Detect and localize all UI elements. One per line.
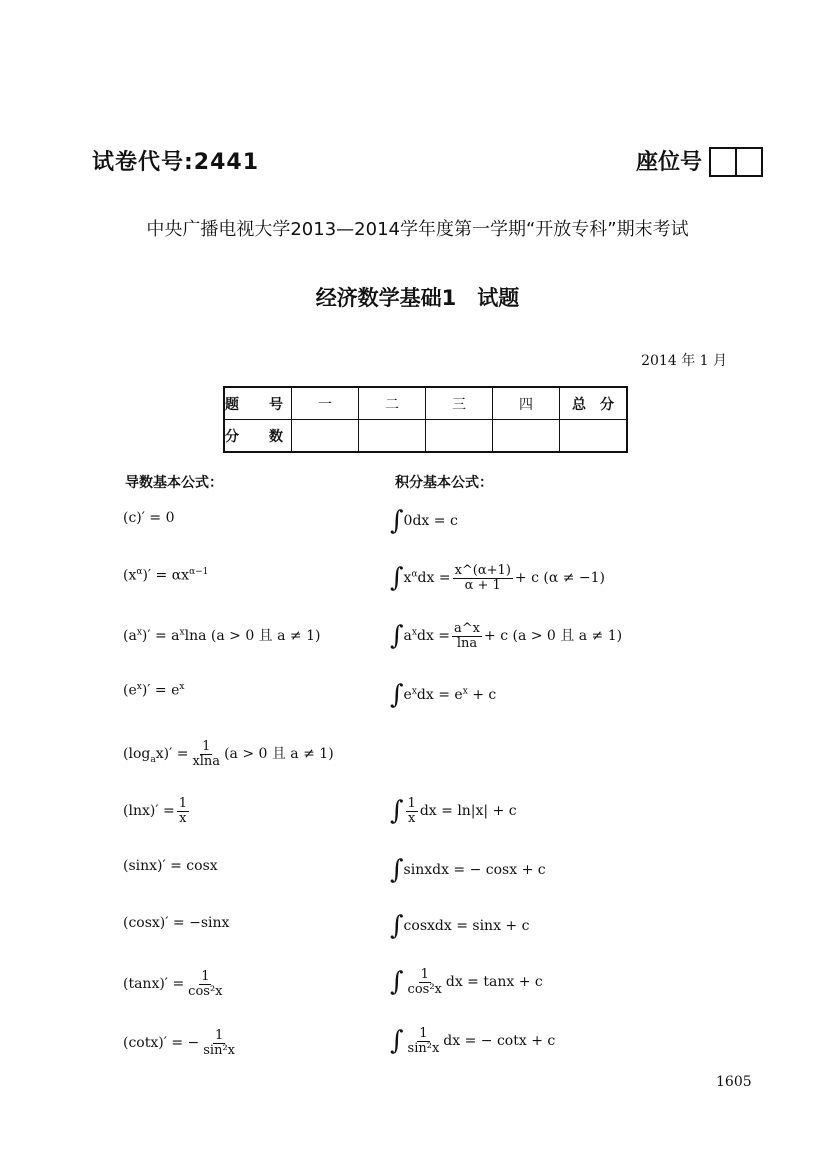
fraction-denominator: xlna	[192, 753, 221, 769]
integral-sign: ∫	[390, 911, 404, 941]
formula-text: (log	[123, 746, 151, 763]
score-cell[interactable]	[359, 420, 426, 453]
formula-sup: x	[136, 627, 142, 638]
formula-text: (cotx)′ = −	[123, 1035, 200, 1052]
formula-sup: α−1	[189, 567, 209, 577]
derivative-section-title: 导数基本公式：	[125, 475, 223, 491]
fraction-numerator: 1	[420, 967, 429, 982]
table-cell: 一	[292, 387, 359, 420]
formula-sup: α	[411, 569, 418, 580]
integral-sign: ∫	[390, 796, 404, 827]
formula-text: dx =	[416, 628, 451, 645]
fraction-denominator: lna	[456, 635, 478, 651]
formula-sup: x	[136, 682, 142, 692]
integral-sign: ∫	[390, 855, 404, 885]
fraction-denominator: sin²x	[407, 1040, 440, 1056]
fraction	[406, 797, 418, 825]
formula-text: (x	[123, 567, 137, 584]
formula-text: dx = tanx + c	[445, 974, 543, 991]
fraction-denominator: x	[408, 810, 416, 826]
formula-text: dx = e	[416, 687, 463, 703]
formula-text: cosxdx = sinx + c	[403, 918, 530, 934]
table-cell: 分 数	[224, 420, 292, 453]
derivative-formula	[123, 970, 227, 998]
formula-text: + c	[467, 687, 497, 703]
score-cell[interactable]	[426, 420, 493, 453]
integral-formula	[390, 564, 605, 592]
formula-text: (a	[123, 628, 137, 644]
table-row	[224, 420, 627, 453]
exam-code-label: 试卷代号:2441	[92, 150, 260, 175]
exam-subtitle: 中央广播电视大学2013—2014学年度第一学期“开放专科”期末考试	[146, 219, 689, 240]
integral-section-title: 积分基本公式：	[395, 475, 493, 491]
integral-formula	[390, 622, 622, 650]
formula-text: 0dx = c	[403, 513, 458, 529]
derivative-formula: (cosx)′ = −sinx	[123, 915, 230, 931]
page-number: 1605	[716, 1074, 752, 1090]
table-row	[224, 387, 627, 420]
table-cell: 二	[359, 387, 426, 420]
formula-text: sinxdx = − cosx + c	[403, 862, 546, 878]
formula-text: + c (α ≠ −1)	[514, 570, 606, 587]
score-cell[interactable]	[493, 420, 560, 453]
seat-box[interactable]	[735, 147, 763, 177]
fraction-numerator: 1	[419, 1026, 428, 1041]
formula-sup: x	[179, 627, 185, 638]
formula-text: dx = ln|x| + c	[419, 803, 517, 820]
fraction	[177, 797, 189, 825]
fraction-denominator: cos²x	[407, 981, 442, 997]
table-cell: 四	[493, 387, 560, 420]
fraction	[201, 1029, 237, 1057]
integral-formula	[390, 797, 517, 825]
integral-formula	[390, 1027, 555, 1055]
fraction-numerator: a^x	[454, 621, 481, 636]
exam-date: 2014 年 1 月	[641, 353, 727, 369]
fraction	[452, 622, 482, 650]
fraction-denominator: α + 1	[464, 577, 501, 593]
fraction	[406, 1027, 442, 1055]
formula-text: (lnx)′ =	[123, 803, 175, 820]
integral-formula	[390, 682, 496, 708]
formula-text: a	[403, 628, 412, 645]
formula-text: )′ = αx	[142, 567, 190, 584]
fraction-denominator: x	[179, 810, 187, 826]
score-table	[223, 386, 628, 453]
integral-formula	[390, 508, 458, 534]
table-cell: 总 分	[560, 387, 628, 420]
fraction-denominator: cos²x	[188, 983, 223, 999]
derivative-formula	[123, 1029, 239, 1057]
formula-text: )′ = a	[141, 628, 180, 644]
formula-sup: x	[462, 686, 468, 697]
score-cell[interactable]	[292, 420, 359, 453]
formula-text: + c (a > 0 且 a ≠ 1)	[484, 628, 623, 645]
score-cell[interactable]	[560, 420, 628, 453]
fraction-numerator: 1	[178, 796, 187, 811]
integral-sign: ∫	[390, 563, 404, 594]
integral-formula	[390, 968, 543, 996]
formula-text: x)′ =	[155, 746, 189, 763]
fraction-numerator: 1	[201, 969, 210, 984]
formula-sup: x	[411, 627, 417, 638]
fraction	[190, 740, 222, 768]
derivative-formula: (sinx)′ = cosx	[123, 858, 218, 874]
exam-title: 经济数学基础1 试题	[315, 286, 520, 310]
derivative-formula	[123, 625, 320, 645]
seat-box[interactable]	[709, 147, 737, 177]
integral-formula	[390, 857, 546, 883]
seat-number-label: 座位号	[636, 150, 703, 175]
integral-sign: ∫	[390, 621, 404, 652]
formula-sup: x	[411, 686, 417, 697]
formula-text: dx = − cotx + c	[443, 1033, 556, 1050]
table-cell: 三	[426, 387, 493, 420]
derivative-formula	[123, 797, 191, 825]
fraction	[453, 564, 513, 592]
integral-sign: ∫	[390, 1026, 404, 1057]
fraction-numerator: 1	[407, 796, 416, 811]
formula-sub: a	[150, 754, 156, 765]
derivative-formula	[123, 740, 334, 768]
formula-sup: x	[179, 682, 185, 692]
integral-formula	[390, 913, 529, 939]
formula-text: lna (a > 0 且 a ≠ 1)	[184, 628, 321, 644]
derivative-formula: (c)′ = 0	[123, 510, 175, 526]
derivative-formula	[123, 567, 208, 584]
fraction-numerator: 1	[215, 1028, 224, 1043]
table-cell: 题 号	[224, 387, 292, 420]
fraction	[406, 968, 444, 996]
fraction	[186, 970, 224, 998]
integral-sign: ∫	[390, 506, 404, 536]
formula-text: (tanx)′ =	[123, 976, 185, 993]
integral-sign: ∫	[390, 680, 404, 710]
formula-text: x	[403, 570, 412, 587]
formula-text: (a > 0 且 a ≠ 1)	[224, 746, 334, 763]
fraction-denominator: sin²x	[203, 1042, 236, 1058]
seat-number-boxes[interactable]	[709, 147, 761, 177]
formula-text: e	[403, 687, 412, 703]
formula-text: )′ = e	[141, 682, 180, 699]
integral-sign: ∫	[390, 967, 404, 998]
derivative-formula	[123, 682, 184, 699]
formula-text: (e	[123, 682, 137, 699]
fraction-numerator: x^(α+1)	[454, 563, 511, 578]
formula-text: dx =	[417, 570, 451, 587]
formula-sup: α	[136, 567, 143, 577]
fraction-numerator: 1	[202, 739, 211, 754]
